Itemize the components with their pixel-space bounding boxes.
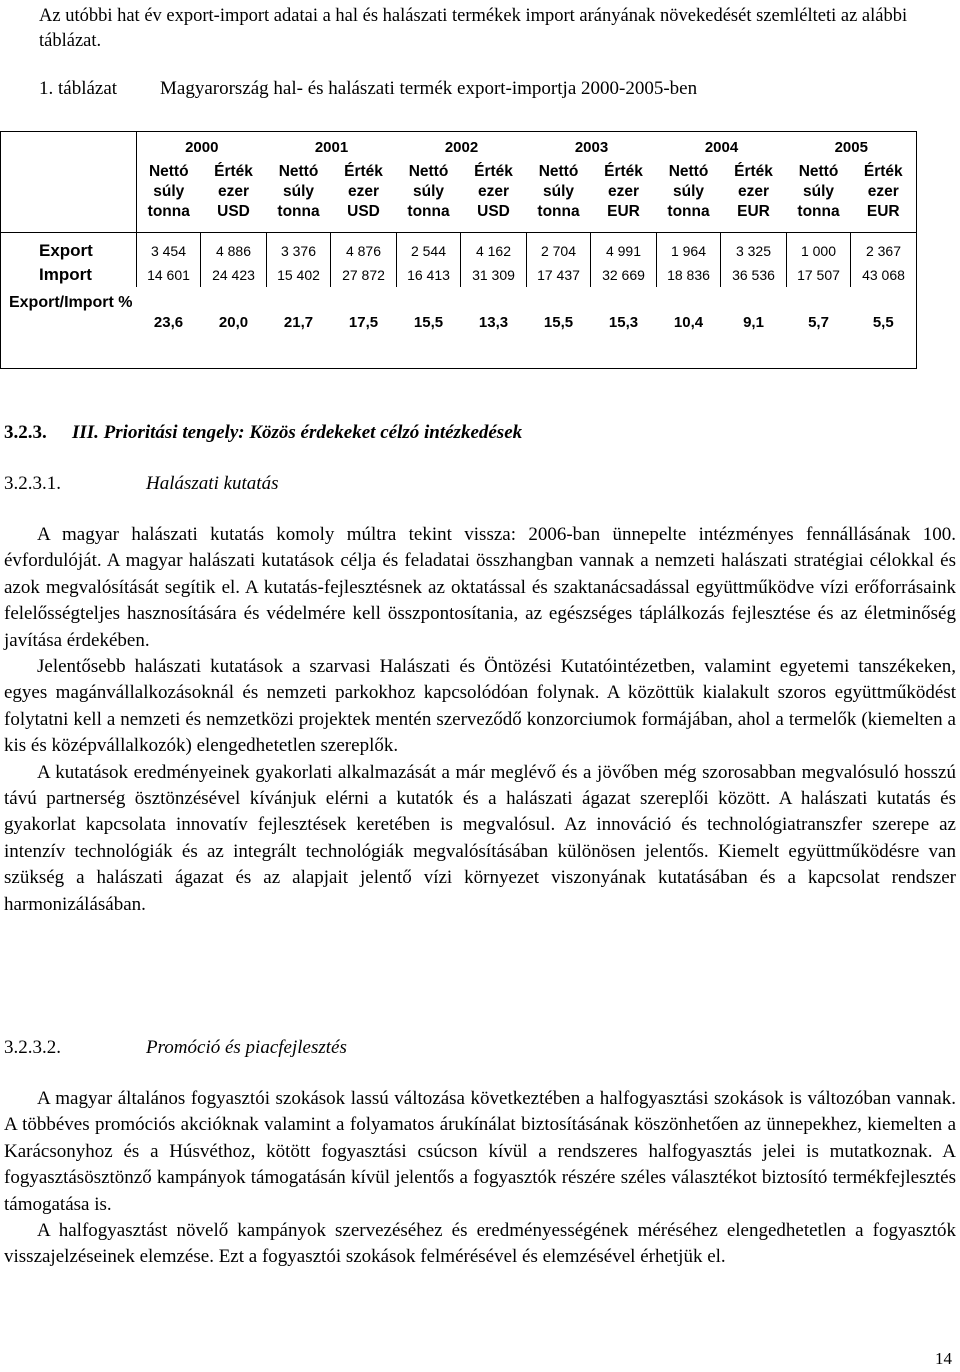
- subheader-value: Érték ezer USD: [474, 163, 513, 220]
- table-cell: 17 437: [527, 263, 591, 287]
- subheader-row: [1, 162, 917, 233]
- body-paragraph: A halfogyasztást növelő kampányok szervezéséhez és eredményességének méréséhez elengedhetetlen a fogyasztók visszajelzéseinek elemzése. Ezt a fogyasztói szokások felmérésével és elemzésével érhetjük el.: [4, 1220, 956, 1268]
- table-cell: 3 376: [267, 233, 331, 264]
- subheader-weight: Nettó súly tonna: [407, 163, 450, 220]
- year-header-row: [1, 132, 917, 163]
- table-cell: 17,5: [331, 287, 397, 369]
- table-cell: 17 507: [787, 263, 851, 287]
- subsection-title: Promóció és piacfejlesztés: [146, 1037, 347, 1058]
- table-cell: 18 836: [657, 263, 721, 287]
- subheader-weight: Nettó súly tonna: [537, 163, 580, 220]
- table-cell: 2 367: [851, 233, 917, 264]
- table-cell: 2 704: [527, 233, 591, 264]
- table-cell: 31 309: [461, 263, 527, 287]
- table-cell: 13,3: [461, 287, 527, 369]
- subheader-value: Érték ezer EUR: [851, 162, 917, 233]
- intro-paragraph: Az utóbbi hat év export-import adatai a hal és halászati termékek import arányának növekedését szemlélteti az alábbi táblázat.: [39, 6, 908, 51]
- year-header: 2004: [657, 132, 787, 163]
- subheader-weight: Nettó súly tonna: [147, 163, 190, 220]
- table-cell: 43 068: [851, 263, 917, 287]
- table-caption-title: Magyarország hal- és halászati termék export-importja 2000-2005-ben: [160, 78, 698, 99]
- table-cell: 21,7: [267, 287, 331, 369]
- subsection-title: Halászati kutatás: [146, 473, 279, 494]
- table-cell: 1 964: [657, 233, 721, 264]
- table-cell: 4 886: [201, 233, 267, 264]
- body-paragraph: A magyar általános fogyasztói szokások lassú változása következtében a halfogyasztási szokások is változóban vannak. A többéves promóciós akcióknak valamint a folyamatos árukínálat biztosításának köszönhetően az ünnepekhez, kiemelten a Karácsonyhoz és a Húsvéthoz, kötött fogyasztási csúcson kívül a rendszeres halfogyasztás jelei is mutatkoznak. A fogyasztásösztönző kampányok támogatásán kívül jelentős a fogyasztók részére széles választékot biztosító termékfejlesztés támogatása is.: [4, 1088, 956, 1215]
- year-header: 2005: [787, 132, 917, 163]
- table-cell: 32 669: [591, 263, 657, 287]
- table-cell: 10,4: [657, 287, 721, 369]
- table-row-ratio: [1, 287, 917, 369]
- table-corner: [1, 132, 137, 233]
- table-cell: 15 402: [267, 263, 331, 287]
- year-header: 2000: [137, 132, 267, 163]
- subsection-body: [4, 522, 956, 918]
- row-label: Export: [1, 233, 137, 264]
- subheader-value: Érték ezer USD: [214, 163, 253, 220]
- table-cell: 16 413: [397, 263, 461, 287]
- table-cell: 4 991: [591, 233, 657, 264]
- subsection-body: [4, 1086, 956, 1271]
- year-header: 2002: [397, 132, 527, 163]
- export-import-table: [0, 131, 917, 369]
- table-cell: 3 454: [137, 233, 201, 264]
- subheader-weight: Nettó súly tonna: [797, 163, 840, 220]
- table-cell: 27 872: [331, 263, 397, 287]
- year-header: 2003: [527, 132, 657, 163]
- table-cell: 2 544: [397, 233, 461, 264]
- subheader-value: Érték ezer USD: [344, 163, 383, 220]
- table-row-export: [1, 233, 917, 264]
- table-cell: 9,1: [721, 287, 787, 369]
- subheader-weight: Nettó súly tonna: [667, 163, 710, 220]
- page-number: 14: [935, 1349, 952, 1368]
- section-number: 3.2.3.: [4, 422, 47, 443]
- table-cell: 14 601: [137, 263, 201, 287]
- table-cell: 5,5: [851, 287, 917, 369]
- table-row-import: [1, 263, 917, 287]
- subsection-number: 3.2.3.1.: [4, 473, 61, 494]
- table-cell: 23,6: [137, 287, 201, 369]
- table-cell: 3 325: [721, 233, 787, 264]
- section-title: III. Prioritási tengely: Közös érdekeket célzó intézkedések: [72, 422, 523, 443]
- subsection-heading: [4, 473, 278, 495]
- table-cell: 24 423: [201, 263, 267, 287]
- table-cell: 1 000: [787, 233, 851, 264]
- table-cell: 36 536: [721, 263, 787, 287]
- subsection-number: 3.2.3.2.: [4, 1037, 61, 1058]
- table-caption-number: 1. táblázat: [39, 78, 118, 99]
- body-paragraph: A kutatások eredményeinek gyakorlati alkalmazását a már meglévő és a jövőben még szorosabban megvalósuló hosszú távú partnerség ösztönzésével kívánjuk elérni a kutatók és a halászati ágazat szereplői között. A halászati kutatás és gyakorlat kapcsolata innovatív fejlesztések keretében is megvalósul. Az innováció és technológiatranszfer szerepe az intenzív technológiák és az integrált technológiák megvalósításában különösen jelentős. Kiemelt együttműködésre van szükség a halászati ágazat és az alapjait jelentő vízi környezet viszonyának kutatásában és a kapcsolat rendszer harmonizálásában.: [4, 761, 956, 915]
- subheader-weight: Nettó súly tonna: [277, 163, 320, 220]
- table-cell: 4 162: [461, 233, 527, 264]
- row-label: Export/Import %: [1, 287, 137, 369]
- section-heading: [4, 422, 522, 444]
- table-cell: 15,5: [527, 287, 591, 369]
- table-cell: 15,3: [591, 287, 657, 369]
- table-cell: 20,0: [201, 287, 267, 369]
- table-cell: 15,5: [397, 287, 461, 369]
- table-caption: [39, 78, 697, 100]
- body-paragraph: A magyar halászati kutatás komoly múltra tekint vissza: 2006-ban ünnepelte intézményes fennállásának 100. évfordulóját. A magyar halászati kutatások célja és feladatai összhangban vannak a nemzeti halászati stratégiai célokkal és azok megvalósítását segítik el. A kutatás-fejlesztésnek az oktatással és szaktanácsadással együttműködve vízi erőforrásaink felelősségteljes hasznosítására és védelmére kell összpontosítania, az egészséges táplálkozás fejlesztése és az életminőség javítása érdekében.: [4, 524, 956, 651]
- body-paragraph: Jelentősebb halászati kutatások a szarvasi Halászati és Öntözési Kutatóintézetben, valamint egyetemi tanszékeken, egyes magánvállalkozásoknál és nemzeti parkokhoz kapcsolódóan folynak. A közöttük kialakult szoros együttműködést folytatni kell a nemzeti és nemzetközi projektek mentén szerveződő konzorciumok formájában, ahol a termelők (kiemelten a kis és középvállalkozók) elengedhetetlen szereplők.: [4, 656, 956, 757]
- row-label: Import: [1, 263, 137, 287]
- year-header: 2001: [267, 132, 397, 163]
- subsection-heading: [4, 1037, 347, 1059]
- subheader-value: Érték ezer EUR: [734, 163, 773, 220]
- table-cell: 5,7: [787, 287, 851, 369]
- subheader-value: Érték ezer EUR: [604, 163, 643, 220]
- table-cell: 4 876: [331, 233, 397, 264]
